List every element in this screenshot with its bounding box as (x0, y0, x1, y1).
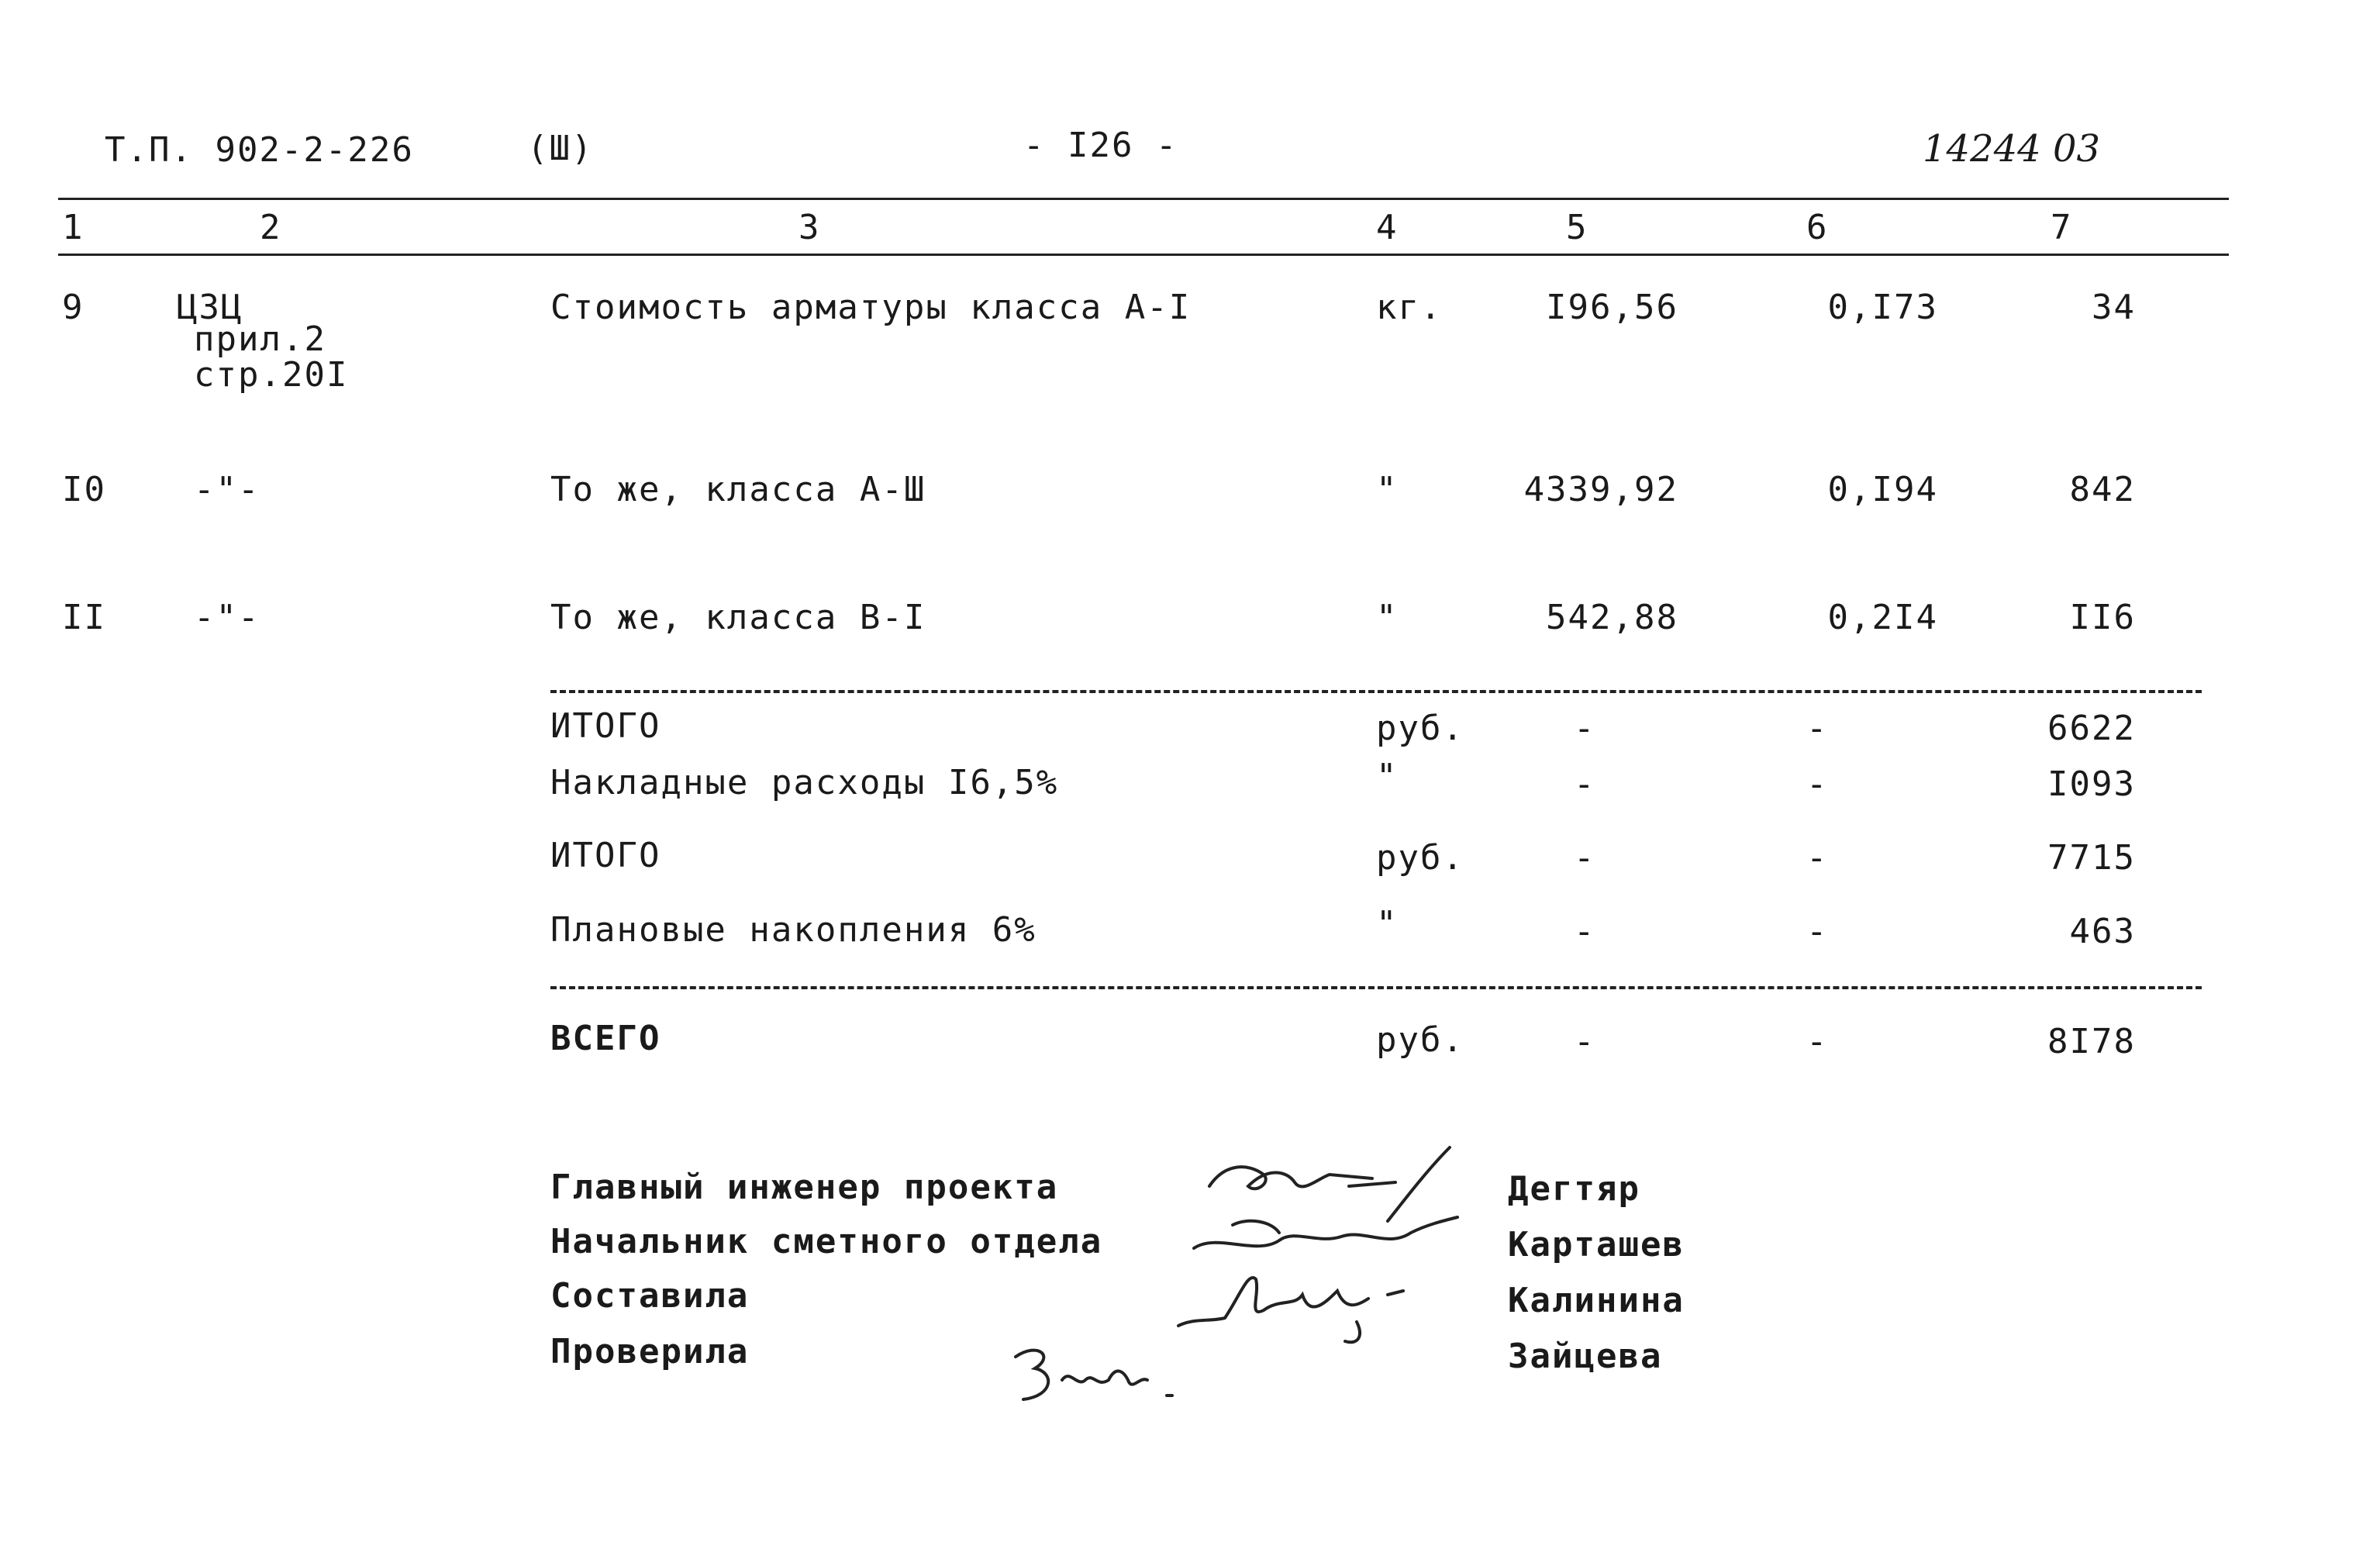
summary-label: ИТОГО (550, 836, 661, 875)
row-total: 34 (2092, 288, 2136, 327)
summary-total: I093 (2047, 764, 2136, 804)
row-unit: " (1376, 470, 1399, 509)
header-rule-bottom (58, 254, 2229, 256)
dashed-separator (550, 690, 2202, 693)
row-qty: 4339,92 (1523, 470, 1678, 509)
row-qty: 542,88 (1546, 598, 1678, 637)
page-number: - I26 - (1023, 126, 1178, 165)
row-price: 0,I94 (1827, 470, 1938, 509)
row-source-line: -"- (194, 598, 260, 637)
signature-role: Проверила (550, 1332, 750, 1371)
summary-qty: - (1574, 912, 1596, 951)
signature-name: Зайцева (1508, 1337, 1663, 1376)
summary-label: ИТОГО (550, 706, 661, 746)
col-header-1: 1 (62, 208, 85, 247)
signature-name: Калинина (1508, 1281, 1685, 1320)
grand-total-unit: руб. (1376, 1020, 1464, 1060)
row-source-line: -"- (194, 470, 260, 509)
row-number: I0 (62, 470, 106, 509)
summary-unit: " (1376, 757, 1399, 796)
row-name: То же, класса В-I (550, 598, 926, 637)
project-code: Т.П. 902-2-226 (105, 130, 414, 170)
row-total: II6 (2069, 598, 2136, 637)
row-qty: I96,56 (1546, 288, 1678, 327)
document-number: 14244 03 (1923, 127, 2101, 171)
row-number: 9 (62, 288, 85, 327)
col-header-3: 3 (799, 208, 821, 247)
signature-name: Дегтяр (1508, 1169, 1640, 1209)
signature-role: Главный инженер проекта (550, 1168, 1059, 1207)
row-name: Стоимость арматуры класса А-I (550, 288, 1192, 327)
summary-unit: руб. (1376, 709, 1464, 748)
handwritten-signature (1000, 1333, 1202, 1422)
row-price: 0,I73 (1827, 288, 1938, 327)
grand-total-qty: - (1574, 1022, 1596, 1061)
summary-total: 463 (2069, 912, 2136, 951)
summary-total: 7715 (2047, 838, 2136, 878)
row-unit: " (1376, 598, 1399, 637)
summary-label: Накладные расходы I6,5% (550, 763, 1059, 802)
dashed-separator (550, 986, 2202, 989)
signature-role: Составила (550, 1276, 750, 1316)
col-header-4: 4 (1376, 208, 1399, 247)
row-total: 842 (2069, 470, 2136, 509)
summary-qty: - (1574, 764, 1596, 804)
summary-qty: - (1574, 709, 1596, 748)
grand-total-label: ВСЕГО (550, 1019, 661, 1058)
summary-price: - (1806, 912, 1829, 951)
col-header-6: 6 (1806, 208, 1829, 247)
row-unit: кг. (1376, 288, 1443, 327)
row-source-line: прил.2 (194, 319, 326, 359)
col-header-2: 2 (260, 208, 282, 247)
row-price: 0,2I4 (1827, 598, 1938, 637)
row-number: II (62, 598, 106, 637)
col-header-5: 5 (1566, 208, 1588, 247)
summary-total: 6622 (2047, 709, 2136, 748)
part-number: (Ш) (527, 129, 594, 168)
row-source-line: ЦЗЦ (177, 288, 243, 327)
summary-unit: руб. (1376, 838, 1464, 878)
signature-name: Карташев (1508, 1225, 1685, 1264)
grand-total-value: 8I78 (2047, 1022, 2136, 1061)
summary-qty: - (1574, 838, 1596, 878)
summary-unit: " (1376, 904, 1399, 944)
row-source-line: стр.20I (194, 355, 349, 395)
summary-price: - (1806, 709, 1829, 748)
signature-role: Начальник сметного отдела (550, 1222, 1103, 1261)
grand-total-price: - (1806, 1022, 1829, 1061)
summary-label: Плановые накопления 6% (550, 910, 1037, 950)
col-header-7: 7 (2051, 208, 2073, 247)
handwritten-signature (1171, 1264, 1434, 1352)
summary-price: - (1806, 838, 1829, 878)
row-name: То же, класса А-Ш (550, 470, 926, 509)
header-rule-top (58, 198, 2229, 200)
summary-price: - (1806, 764, 1829, 804)
